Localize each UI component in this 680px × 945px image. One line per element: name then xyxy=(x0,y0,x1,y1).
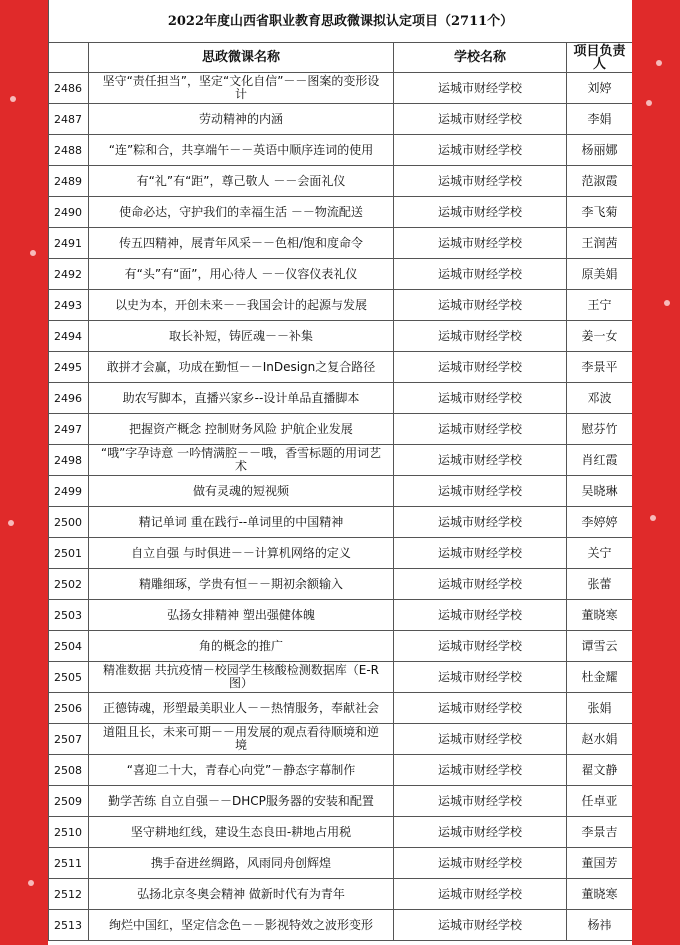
table-row xyxy=(49,817,633,848)
project-leader: 吴晓琳 xyxy=(567,476,633,507)
course-name: 助农写脚本，直播兴家乡--设计单品直播脚本 xyxy=(89,383,394,414)
project-leader: 赵水娟 xyxy=(567,724,633,755)
course-name: 携手奋进丝绸路，风雨同舟创辉煌 xyxy=(89,848,394,879)
row-number: 2503 xyxy=(49,600,89,631)
school-name: 运城市财经学校 xyxy=(394,321,567,352)
school-name: 运城市财经学校 xyxy=(394,352,567,383)
project-leader: 王润茜 xyxy=(567,228,633,259)
school-name: 运城市财经学校 xyxy=(394,538,567,569)
course-name: “哦”字孕诗意 一吟情满腔－－哦，香雪标题的用词艺术 xyxy=(89,445,394,476)
project-leader: 张娟 xyxy=(567,693,633,724)
row-number: 2492 xyxy=(49,259,89,290)
project-leader: 杨丽娜 xyxy=(567,135,633,166)
table-row xyxy=(49,538,633,569)
school-name: 运城市财经学校 xyxy=(394,600,567,631)
school-name: 运城市财经学校 xyxy=(394,755,567,786)
table-row xyxy=(49,445,633,476)
course-name: 传五四精神，展青年风采－－色相/饱和度命令 xyxy=(89,228,394,259)
row-number: 2501 xyxy=(49,538,89,569)
table-row xyxy=(49,259,633,290)
row-number: 2496 xyxy=(49,383,89,414)
table-row xyxy=(49,104,633,135)
course-name: 有“头”有“面”，用心待人 －－仪容仪表礼仪 xyxy=(89,259,394,290)
table-row xyxy=(49,569,633,600)
course-name: 敢拼才会赢，功成在勤恒－－InDesign之复合路径 xyxy=(89,352,394,383)
header-course-name: 思政微课名称 xyxy=(89,43,394,73)
school-name: 运城市财经学校 xyxy=(394,724,567,755)
project-leader: 姜一女 xyxy=(567,321,633,352)
course-name: 做有灵魂的短视频 xyxy=(89,476,394,507)
row-number: 2508 xyxy=(49,755,89,786)
course-name: “连”粽和合，共享端午－－英语中顺序连词的使用 xyxy=(89,135,394,166)
school-name: 运城市财经学校 xyxy=(394,166,567,197)
header-row xyxy=(49,43,633,73)
school-name: 运城市财经学校 xyxy=(394,197,567,228)
project-leader: 李娟 xyxy=(567,104,633,135)
row-number: 2499 xyxy=(49,476,89,507)
row-number: 2490 xyxy=(49,197,89,228)
school-name: 运城市财经学校 xyxy=(394,817,567,848)
course-name: 把握资产概念 控制财务风险 护航企业发展 xyxy=(89,414,394,445)
school-name: 运城市财经学校 xyxy=(394,476,567,507)
course-name: 劳动精神的内涵 xyxy=(89,104,394,135)
course-name: 精准数据 共抗疫情－校园学生核酸检测数据库（E-R图） xyxy=(89,662,394,693)
table-row xyxy=(49,631,633,662)
school-name: 运城市财经学校 xyxy=(394,569,567,600)
school-name: 运城市财经学校 xyxy=(394,662,567,693)
header-school-name: 学校名称 xyxy=(394,43,567,73)
course-name: 有“礼”有“距”，尊己敬人 －－会面礼仪 xyxy=(89,166,394,197)
course-name: 道阻且长，未来可期－－用发展的观点看待顺境和逆境 xyxy=(89,724,394,755)
row-number: 2502 xyxy=(49,569,89,600)
course-name: 坚守耕地红线，建设生态良田-耕地占用税 xyxy=(89,817,394,848)
row-number: 2506 xyxy=(49,693,89,724)
school-name: 运城市财经学校 xyxy=(394,631,567,662)
decor-dot xyxy=(646,100,652,106)
row-number: 2505 xyxy=(49,662,89,693)
course-name: 自立自强 与时俱进－－计算机网络的定义 xyxy=(89,538,394,569)
row-number: 2510 xyxy=(49,817,89,848)
table-row xyxy=(49,786,633,817)
decor-dot xyxy=(28,880,34,886)
table-body xyxy=(49,73,633,941)
table-row xyxy=(49,73,633,104)
page-title: 2022年度山西省职业教育思政微课拟认定项目（2711个） xyxy=(49,0,633,43)
project-leader: 董晓寒 xyxy=(567,879,633,910)
row-number: 2497 xyxy=(49,414,89,445)
row-number: 2488 xyxy=(49,135,89,166)
decor-dot xyxy=(8,520,14,526)
course-name: 正德铸魂，形塑最美职业人－－热情服务，奉献社会 xyxy=(89,693,394,724)
project-leader: 李景吉 xyxy=(567,817,633,848)
project-leader: 谭雪云 xyxy=(567,631,633,662)
project-leader: 杨祎 xyxy=(567,910,633,941)
row-number: 2495 xyxy=(49,352,89,383)
course-name: 弘扬北京冬奥会精神 做新时代有为青年 xyxy=(89,879,394,910)
table-row xyxy=(49,879,633,910)
table-row xyxy=(49,910,633,941)
row-number: 2491 xyxy=(49,228,89,259)
table-row xyxy=(49,135,633,166)
school-name: 运城市财经学校 xyxy=(394,910,567,941)
row-number: 2509 xyxy=(49,786,89,817)
project-leader: 张蕾 xyxy=(567,569,633,600)
row-number: 2500 xyxy=(49,507,89,538)
school-name: 运城市财经学校 xyxy=(394,228,567,259)
table-row xyxy=(49,166,633,197)
decor-dot xyxy=(664,300,670,306)
row-number: 2504 xyxy=(49,631,89,662)
row-number: 2486 xyxy=(49,73,89,104)
course-name: 使命必达，守护我们的幸福生活 －－物流配送 xyxy=(89,197,394,228)
school-name: 运城市财经学校 xyxy=(394,383,567,414)
school-name: 运城市财经学校 xyxy=(394,290,567,321)
project-leader: 任卓亚 xyxy=(567,786,633,817)
project-leader: 杜金耀 xyxy=(567,662,633,693)
course-name: 角的概念的推广 xyxy=(89,631,394,662)
table-row xyxy=(49,848,633,879)
table-row xyxy=(49,476,633,507)
right-red-border xyxy=(632,0,680,945)
header-number xyxy=(49,43,89,73)
project-leader: 邓波 xyxy=(567,383,633,414)
school-name: 运城市财经学校 xyxy=(394,507,567,538)
project-leader: 翟文静 xyxy=(567,755,633,786)
row-number: 2498 xyxy=(49,445,89,476)
school-name: 运城市财经学校 xyxy=(394,786,567,817)
course-name: 以史为本，开创未来－－我国会计的起源与发展 xyxy=(89,290,394,321)
title-row xyxy=(49,0,633,43)
project-leader: 李景平 xyxy=(567,352,633,383)
school-name: 运城市财经学校 xyxy=(394,414,567,445)
school-name: 运城市财经学校 xyxy=(394,693,567,724)
row-number: 2494 xyxy=(49,321,89,352)
project-table xyxy=(48,0,632,941)
row-number: 2489 xyxy=(49,166,89,197)
row-number: 2487 xyxy=(49,104,89,135)
table-row xyxy=(49,662,633,693)
school-name: 运城市财经学校 xyxy=(394,879,567,910)
decor-dot xyxy=(650,515,656,521)
row-number: 2512 xyxy=(49,879,89,910)
course-name: 弘扬女排精神 塑出强健体魄 xyxy=(89,600,394,631)
table-row xyxy=(49,197,633,228)
school-name: 运城市财经学校 xyxy=(394,848,567,879)
project-leader: 李飞菊 xyxy=(567,197,633,228)
decor-dot xyxy=(30,250,36,256)
school-name: 运城市财经学校 xyxy=(394,445,567,476)
school-name: 运城市财经学校 xyxy=(394,73,567,104)
table-row xyxy=(49,321,633,352)
table-row xyxy=(49,724,633,755)
project-leader: 肖红霞 xyxy=(567,445,633,476)
row-number: 2513 xyxy=(49,910,89,941)
table-row xyxy=(49,755,633,786)
table-row xyxy=(49,352,633,383)
school-name: 运城市财经学校 xyxy=(394,135,567,166)
row-number: 2507 xyxy=(49,724,89,755)
header-project-leader: 项目负责人 xyxy=(567,43,633,73)
row-number: 2511 xyxy=(49,848,89,879)
table-row xyxy=(49,507,633,538)
course-name: 绚烂中国红，坚定信念色－－影视特效之波形变形 xyxy=(89,910,394,941)
table-row xyxy=(49,383,633,414)
decor-dot xyxy=(10,96,16,102)
project-leader: 关宁 xyxy=(567,538,633,569)
decor-dot xyxy=(656,60,662,66)
school-name: 运城市财经学校 xyxy=(394,259,567,290)
table-row xyxy=(49,693,633,724)
project-leader: 李婷婷 xyxy=(567,507,633,538)
course-name: 精雕细琢，学贵有恒－－期初余额输入 xyxy=(89,569,394,600)
table-row xyxy=(49,414,633,445)
project-leader: 王宁 xyxy=(567,290,633,321)
project-leader: 刘婷 xyxy=(567,73,633,104)
project-leader: 董晓寒 xyxy=(567,600,633,631)
table-row xyxy=(49,600,633,631)
school-name: 运城市财经学校 xyxy=(394,104,567,135)
course-name: 取长补短，铸匠魂－－补集 xyxy=(89,321,394,352)
table-row xyxy=(49,228,633,259)
course-name: 勤学苦练 自立自强－－DHCP服务器的安装和配置 xyxy=(89,786,394,817)
left-red-border xyxy=(0,0,48,945)
project-leader: 范淑霞 xyxy=(567,166,633,197)
course-name: 精记单词 重在践行--单词里的中国精神 xyxy=(89,507,394,538)
project-leader: 慰芬竹 xyxy=(567,414,633,445)
course-name: “喜迎二十大，青春心向党”－静态字幕制作 xyxy=(89,755,394,786)
course-name: 坚守“责任担当”，坚定“文化自信”－－图案的变形设计 xyxy=(89,73,394,104)
project-leader: 董国芳 xyxy=(567,848,633,879)
table-row xyxy=(49,290,633,321)
document-sheet xyxy=(48,0,632,945)
project-leader: 原美娟 xyxy=(567,259,633,290)
row-number: 2493 xyxy=(49,290,89,321)
